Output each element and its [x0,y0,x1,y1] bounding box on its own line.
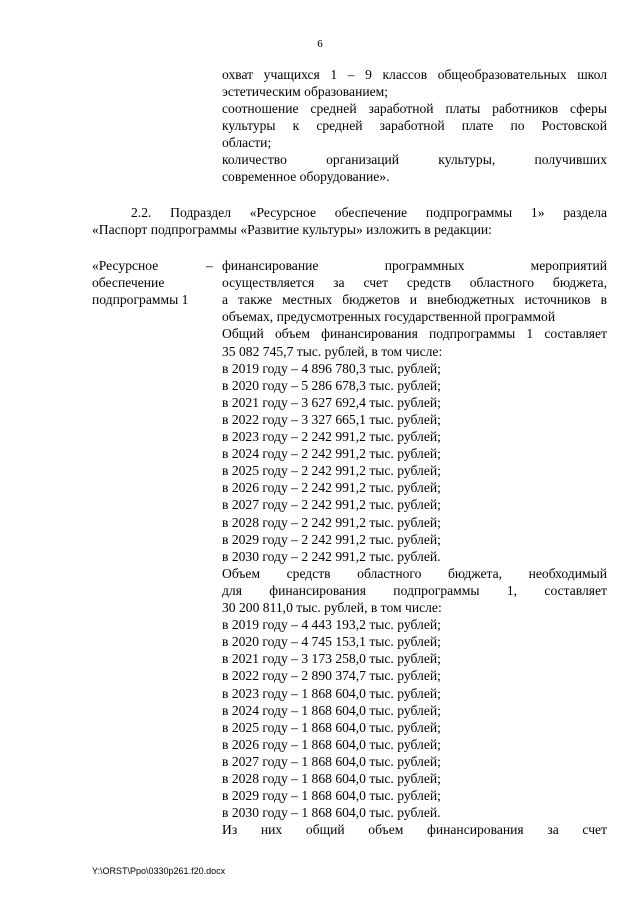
label-line: подпрограммы 1 [92,292,189,307]
body-line: объемах, предусмотренных государственной программой [222,309,556,325]
body-line: в 2028 году – 2 242 991,2 тыс. рублей; [222,514,441,530]
body-line: в 2023 году – 1 868 604,0 тыс. рублей; [222,685,441,701]
body-line: а также местных бюджетов и внебюджетных источников в [222,292,607,308]
body-line: в 2020 году – 5 286 678,3 тыс. рублей; [222,377,441,393]
body-line: в 2022 году – 3 327 665,1 тыс. рублей; [222,411,441,427]
intro-line: охват учащихся 1 – 9 классов общеобразовательных школ [222,67,607,82]
label-line: обеспечение [92,275,165,290]
body-line: в 2029 году – 2 242 991,2 тыс. рублей; [222,531,441,547]
body-line: 35 082 745,7 тыс. рублей, в том числе: [222,343,443,359]
intro-line: соотношение средней заработной платы работников сферы [222,101,607,116]
body-line: в 2019 году – 4 896 780,3 тыс. рублей; [222,360,441,376]
body-line: Объем средств областного бюджета, необходимый [222,565,607,581]
body-line: в 2028 году – 1 868 604,0 тыс. рублей; [222,771,441,786]
intro-line: количество организаций культуры, получивших [222,152,607,167]
body-line: Общий объем финансирования подпрограммы 1 составляет [222,326,607,342]
intro-line: культуры к средней заработной плате по Ростовской [222,118,607,133]
body-line: в 2022 году – 2 890 374,7 тыс. рублей; [222,668,441,684]
body-line: в 2019 году – 4 443 193,2 тыс. рублей; [222,617,441,633]
body-line: в 2026 году – 1 868 604,0 тыс. рублей; [222,736,441,752]
intro-line: современное оборудование». [222,169,390,184]
page-number: 6 [317,38,323,50]
intro-line: эстетическим образованием; [222,84,389,99]
body-line: в 2030 году – 2 242 991,2 тыс. рублей. [222,548,441,564]
body-line: в 2026 году – 2 242 991,2 тыс. рублей; [222,480,441,496]
body-line: в 2030 году – 1 868 604,0 тыс. рублей. [222,805,441,821]
body-line: в 2025 году – 1 868 604,0 тыс. рублей; [222,719,441,735]
body-line: финансирование программных мероприятий [222,258,607,273]
body-line: в 2021 году – 3 173 258,0 тыс. рублей; [222,651,441,667]
body-line: в 2020 году – 4 745 153,1 тыс. рублей; [222,634,441,650]
body-line: для финансирования подпрограммы 1, составляет [222,582,607,598]
body-line: в 2025 году – 2 242 991,2 тыс. рублей; [222,463,441,479]
body-line: в 2023 году – 2 242 991,2 тыс. рублей; [222,429,441,444]
body-line: в 2027 году – 2 242 991,2 тыс. рублей; [222,497,441,513]
section-line: «Паспорт подпрограммы «Развитие культуры» изложить в редакции: [92,222,492,237]
body-line: в 2024 году – 2 242 991,2 тыс. рублей; [222,446,441,462]
label-line: «Ресурсное [92,258,159,273]
file-path-footer: Y:\ORST\Ppo\0330p261.f20.docx [92,866,226,876]
body-line: осуществляется за счет средств областного бюджета, [222,275,607,291]
dash-separator: – [206,258,213,273]
body-line: в 2029 году – 1 868 604,0 тыс. рублей; [222,788,441,804]
body-line: 30 200 811,0 тыс. рублей, в том числе: [222,600,442,615]
body-line: в 2024 году – 1 868 604,0 тыс. рублей; [222,702,441,718]
intro-line: области; [222,135,272,150]
body-line: в 2027 году – 1 868 604,0 тыс. рублей; [222,753,441,769]
body-line: в 2021 году – 3 627 692,4 тыс. рублей; [222,394,441,410]
body-line: Из них общий объем финансирования за счет [222,822,607,838]
section-line: 2.2. Подраздел «Ресурсное обеспечение подпрограммы 1» раздела [131,205,607,220]
